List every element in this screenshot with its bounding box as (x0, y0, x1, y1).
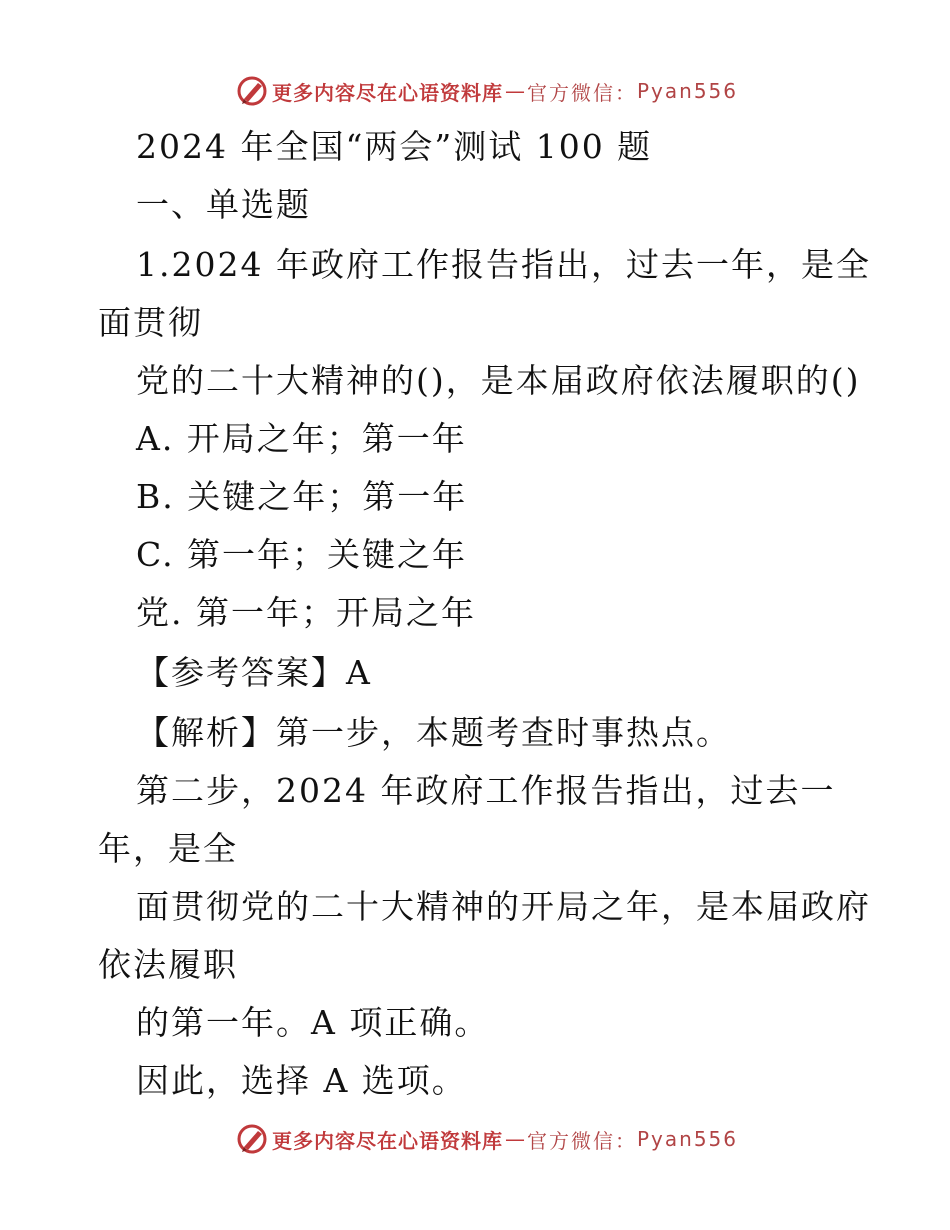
header-promo-text: 更多内容尽在心语资料库 (272, 80, 503, 105)
pen-logo-icon (236, 1123, 268, 1155)
question-stem-line-1: 1.2024 年政府工作报告指出，过去一年，是全 (136, 245, 871, 284)
header-dash: — (505, 79, 525, 103)
analysis-line-3: 年，是全 (98, 829, 238, 868)
option-d: 党. 第一年；开局之年 (136, 593, 476, 632)
footer-dash: — (505, 1127, 525, 1151)
pen-logo-icon (236, 75, 268, 107)
footer-wechat-label: 官方微信： (527, 1128, 637, 1153)
analysis-line-7: 因此，选择 A 选项。 (136, 1061, 467, 1100)
header-wechat-label: 官方微信： (527, 80, 637, 105)
analysis-line-4: 面贯彻党的二十大精神的开局之年，是本届政府 (136, 887, 871, 926)
question-stem-line-2: 面贯彻 (98, 303, 203, 342)
analysis-line-6: 的第一年。A 项正确。 (136, 1003, 490, 1042)
option-b: B. 关键之年；第一年 (136, 477, 468, 516)
reference-answer: 【参考答案】A (136, 653, 372, 692)
analysis-line-5: 依法履职 (98, 945, 238, 984)
question-stem-line-3: 党的二十大精神的()，是本届政府依法履职的() (136, 361, 861, 400)
section-heading: 一、单选题 (136, 185, 311, 224)
header-wechat-id: Pyan556 (637, 79, 739, 103)
header-banner (236, 74, 738, 108)
option-a: A. 开局之年；第一年 (136, 419, 467, 458)
analysis-line-2: 第二步，2024 年政府工作报告指出，过去一 (136, 771, 836, 810)
option-c: C. 第一年；关键之年 (136, 535, 468, 574)
document-title: 2024 年全国“两会”测试 100 题 (136, 127, 653, 166)
footer-wechat-id: Pyan556 (637, 1127, 739, 1151)
analysis-line-1: 【解析】第一步，本题考查时事热点。 (136, 713, 731, 752)
footer-banner (236, 1122, 738, 1156)
footer-promo-text: 更多内容尽在心语资料库 (272, 1128, 503, 1153)
